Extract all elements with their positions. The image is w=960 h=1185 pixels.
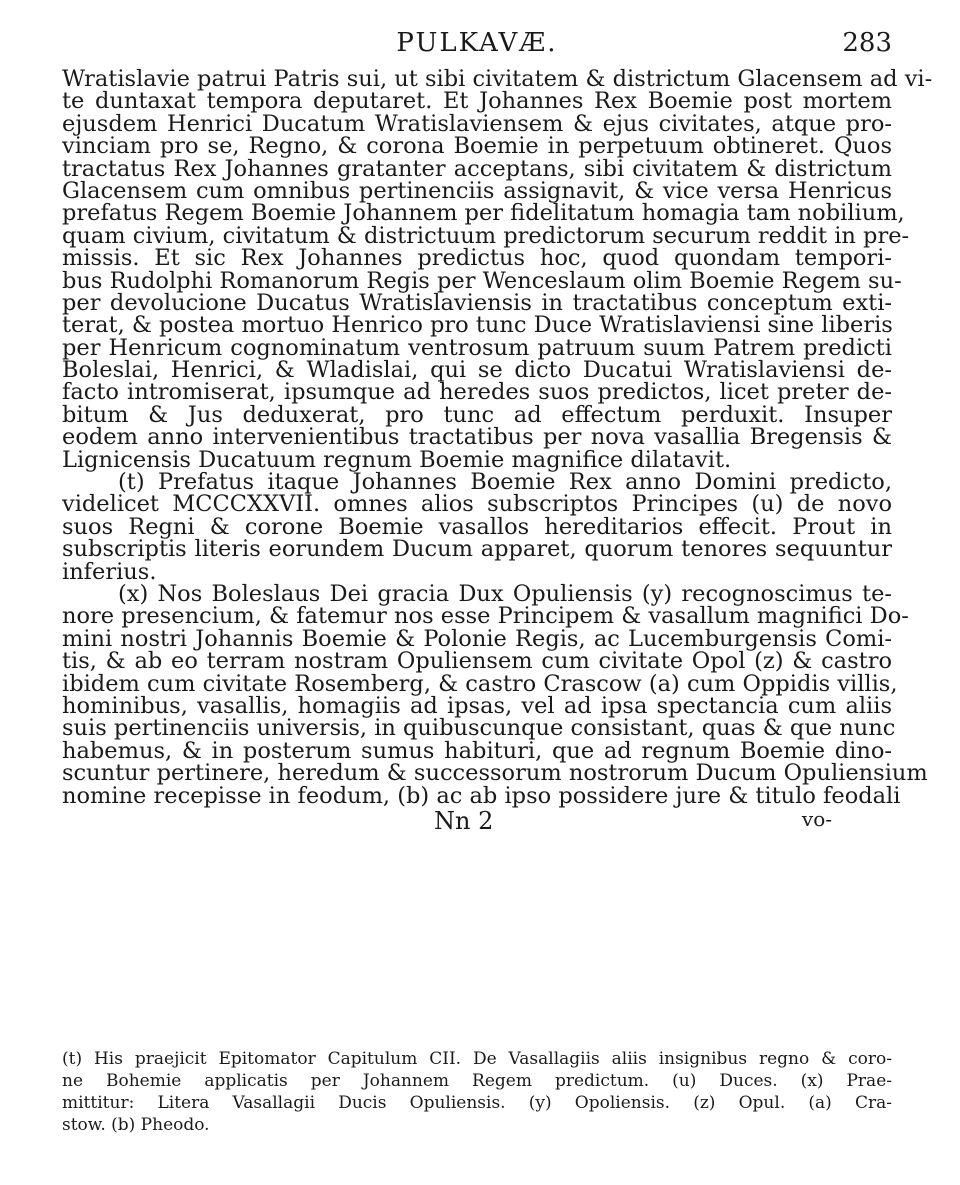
catchword: vo-	[801, 806, 832, 831]
text-line: facto intromiserat, ipsumque ad heredes suos predictos, licet preter de-	[62, 379, 892, 406]
text-line: subscriptis literis eorundem Ducum apparet, quorum tenores sequuntur	[62, 536, 892, 563]
running-head	[62, 28, 892, 68]
text-line: per devolucione Ducatus Wratislaviensis in tractatibus conceptum exti-	[62, 289, 892, 316]
text-line: prefatus Regem Boemie Johannem per fidelitatum homagia tam nobilium,	[62, 200, 905, 227]
text-line: scuntur pertinere, heredum & successorum nostrorum Ducum Opuliensium	[62, 760, 928, 787]
text-line: hominibus, vasallis, homagiis ad ipsas, vel ad ipsa spectancia cum aliis	[62, 692, 892, 719]
text-line: nomine recepisse in feodum, (b) ac ab ipso possidere jure & titulo feodali	[62, 782, 901, 809]
text-line: videlicet MCCCXXVII. omnes alios subscriptos Principes (u) de novo	[62, 491, 892, 518]
text-line: tractatus Rex Johannes gratanter acceptans, sibi civitatem & districtum	[62, 155, 892, 182]
text-line: Boleslai, Henrici, & Wladislai, qui se dicto Ducatui Wratislaviensi de-	[62, 357, 892, 384]
text-line: inferius.	[62, 558, 157, 585]
signature-line	[62, 807, 892, 839]
page-number: 283	[842, 28, 892, 58]
text-line: vinciam pro se, Regno, & corona Boemie in perpetuum obtineret. Quos	[62, 133, 892, 160]
text-line: eodem anno intervenientibus tractatibus per nova vasallia Bregensis &	[62, 424, 892, 451]
text-line: missis. Et sic Rex Johannes predictus hoc, quod quondam tempori-	[62, 245, 892, 272]
text-line: Wratislavie patrui Patris sui, ut sibi civitatem & districtum Glacensem ad vi-	[62, 66, 933, 92]
text-line: nore presencium, & fatemur nos esse Principem & vasallum magnifici Do-	[62, 603, 909, 630]
footnote-line: stow. (b) Pheodo.	[62, 1115, 210, 1135]
page	[62, 28, 933, 839]
text-line: tis, & ab eo terram nostram Opuliensem cum civitate Opol (z) & castro	[62, 648, 892, 675]
text-line: ibidem cum civitate Rosemberg, & castro Crascow (a) cum Oppidis villis,	[62, 670, 898, 697]
text-line: (x) Nos Boleslaus Dei gracia Dux Opuliensis (y) recognoscimus te-	[118, 580, 892, 607]
text-line: te duntaxat tempora deputaret. Et Johannes Rex Boemie post mortem	[62, 88, 892, 115]
text-line: per Henricum cognominatum ventrosum patruum suum Patrem predicti	[62, 334, 892, 361]
footnote-line: ne Bohemie applicatis per Johannem Regem predictum. (u) Duces. (x) Prae-	[62, 1071, 892, 1091]
text-line: bitum & Jus deduxerat, pro tunc ad effectum perduxit. Insuper	[62, 401, 892, 428]
text-line: quam civium, civitatum & districtuum predictorum securum reddit in pre-	[62, 222, 910, 249]
footnotes	[62, 1048, 892, 1136]
text-line: terat, & postea mortuo Henrico pro tunc Duce Wratislaviensi sine liberis	[62, 312, 893, 339]
body-text	[62, 66, 933, 809]
footnote-line: (t) His praejicit Epitomator Capitulum CII. De Vasallagiis aliis insignibus regno & coro-	[62, 1049, 892, 1069]
signature-mark: Nn 2	[434, 806, 494, 835]
text-line: bus Rudolphi Romanorum Regis per Wenceslaum olim Boemie Regem su-	[62, 267, 902, 294]
text-line: habemus, & in posterum sumus habituri, que ad regnum Boemie dino-	[62, 737, 892, 764]
text-line: suos Regni & corone Boemie vasallos hereditarios effecit. Prout in	[62, 513, 892, 540]
text-line: ejusdem Henrici Ducatum Wratislaviensem & ejus civitates, atque pro-	[62, 110, 892, 137]
running-title: PULKAVÆ.	[396, 28, 558, 58]
text-line: Glacensem cum omnibus pertinenciis assignavit, & vice versa Henricus	[62, 177, 892, 204]
text-line: suis pertinenciis universis, in quibuscunque consistant, quas & que nunc	[62, 715, 896, 742]
footnote-line: mittitur: Litera Vasallagii Ducis Opuliensis. (y) Opoliensis. (z) Opul. (a) Cra-	[62, 1093, 892, 1113]
text-line: mini nostri Johannis Boemie & Polonie Regis, ac Lucemburgensis Comi-	[62, 625, 892, 652]
text-line: (t) Prefatus itaque Johannes Boemie Rex anno Domini predicto,	[118, 469, 892, 496]
text-line: Lignicensis Ducatuum regnum Boemie magnifice dilatavit.	[62, 446, 732, 473]
